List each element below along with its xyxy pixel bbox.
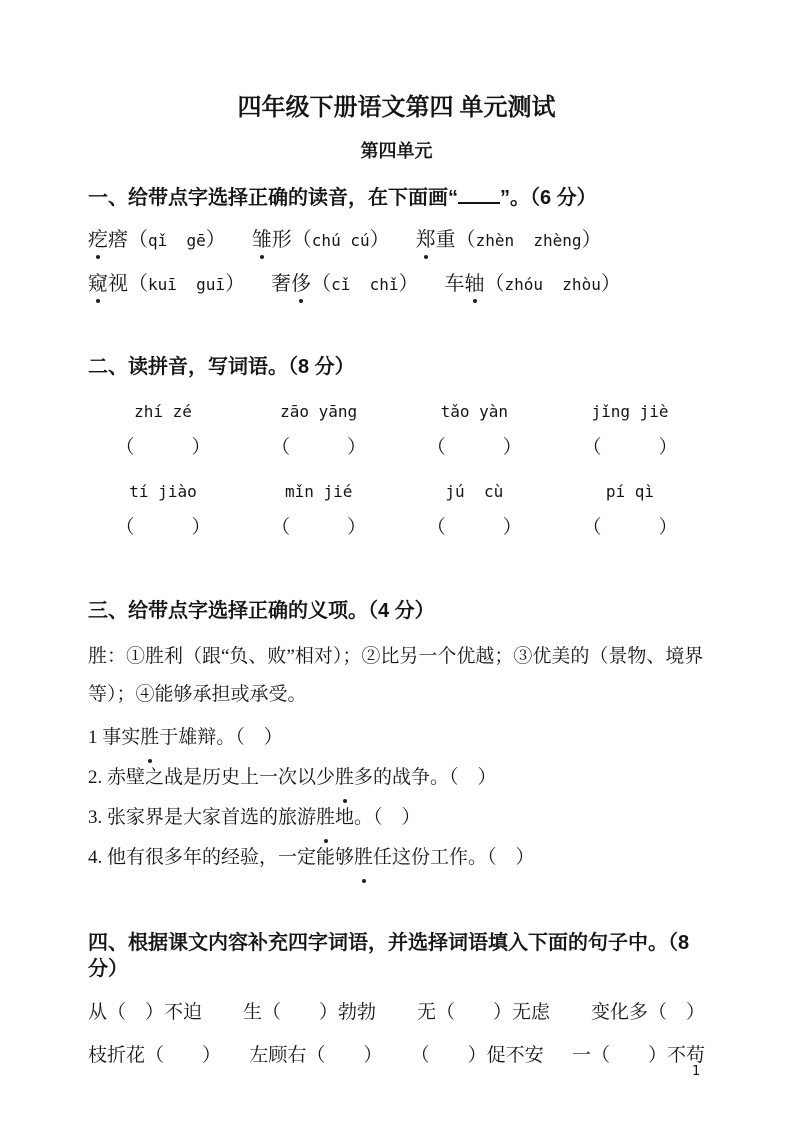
word-pronunciation-item	[416, 226, 602, 255]
meaning-choice-item	[88, 758, 705, 798]
answer-bracket: （ ）	[115, 437, 211, 458]
pinyin-options: kuī guī	[148, 275, 226, 294]
pinyin-word: tí jiào	[129, 482, 197, 501]
item-text-pre: 1 事实	[88, 727, 141, 748]
pinyin-options: chú cú	[311, 231, 370, 250]
item-text-pre: 3. 张家界是大家首选的旅游	[88, 807, 317, 828]
dotted-char: 郑	[416, 226, 436, 254]
item-text-post: 于雄辩。（ ）	[159, 727, 283, 748]
paren-open-icon: （	[128, 229, 148, 251]
idiom-fill-item: 生（ ）勃勃	[242, 1002, 376, 1023]
pinyin-word: mǐn jié	[284, 482, 353, 501]
item-text-post: 多的战争。（ ）	[354, 767, 497, 788]
char: 视	[108, 273, 128, 295]
pinyin-row	[88, 482, 705, 503]
dotted-char: 雏	[252, 226, 272, 254]
section-1	[88, 183, 705, 299]
pinyin-cell	[555, 482, 705, 503]
document-title: 四年级下册语文第四 单元测试	[237, 95, 556, 121]
word-pronunciation-item	[88, 226, 226, 255]
answer-blank-line	[458, 183, 500, 204]
answer-bracket: （ ）	[115, 517, 211, 538]
dotted-char: 轴	[465, 270, 485, 298]
idiom-fill-item: 无（ ）无虑	[416, 1002, 550, 1023]
answer-bracket: （ ）	[271, 517, 367, 538]
section-4	[88, 930, 705, 1068]
pronunciation-row	[88, 270, 705, 299]
pinyin-word: zhí zé	[134, 402, 192, 421]
dotted-char: 胜	[354, 838, 373, 878]
section-1-heading-pre: 一、给带点字选择正确的读音，在下面画“	[88, 187, 458, 209]
pinyin-word: jú cù	[445, 482, 504, 501]
document-subtitle: 第四单元	[360, 141, 433, 161]
answer-bracket: （ ）	[582, 437, 678, 458]
item-text-post: 地。（ ）	[335, 807, 421, 828]
pinyin-word: pí qì	[605, 482, 655, 501]
paren-close-icon: ）	[369, 229, 390, 251]
dotted-char: 窥	[88, 270, 108, 298]
pinyin-cell	[244, 482, 394, 503]
paren-close-icon: ）	[600, 273, 621, 295]
pronunciation-row	[88, 226, 705, 255]
section-1-heading	[88, 183, 705, 211]
paren-close-icon: ）	[398, 273, 419, 295]
paren-open-icon: （	[128, 273, 148, 295]
paren-open-icon: （	[291, 229, 312, 251]
paren-close-icon: ）	[205, 229, 226, 251]
pinyin-options: cǐ chǐ	[331, 275, 399, 294]
word-pronunciation-item	[88, 270, 245, 299]
meaning-choice-item	[88, 798, 705, 838]
pinyin-row	[88, 402, 705, 423]
definition-intro: 胜：①胜利（跟“负、败”相对）；②比另一个优越；③优美的（景物、境界等）；④能够承担或承受。	[88, 646, 704, 705]
pinyin-word: jǐng jiè	[591, 402, 669, 421]
word-pronunciation-item	[252, 226, 390, 255]
answer-bracket: （ ）	[426, 437, 522, 458]
idiom-row	[88, 1044, 705, 1068]
idiom-fill-item: 从（ ）不迫	[88, 1002, 203, 1023]
word-hanzi	[416, 229, 456, 251]
answer-bracket-row	[88, 436, 705, 460]
char: 重	[435, 229, 456, 251]
word-pronunciation-item	[445, 270, 621, 299]
paren-close-icon: ）	[225, 273, 246, 295]
pinyin-cell	[88, 402, 238, 423]
idiom-fill-item: 变化多（ ）	[590, 1002, 705, 1023]
paren-open-icon: （	[484, 273, 505, 295]
section-4-rows	[88, 1001, 705, 1068]
meaning-choice-item	[88, 838, 705, 878]
idiom-row	[88, 1001, 705, 1025]
answer-bracket: （ ）	[271, 437, 367, 458]
answer-bracket: （ ）	[426, 517, 522, 538]
answer-bracket: （ ）	[582, 517, 678, 538]
pinyin-word: zāo yāng	[280, 402, 358, 421]
dotted-char: 疙	[88, 226, 108, 254]
section-2-heading: 二、读拼音，写词语。（8 分）	[88, 356, 355, 378]
idiom-fill-item: 一（ ）不苟	[571, 1045, 705, 1066]
word-hanzi	[88, 229, 128, 251]
word-hanzi	[88, 273, 128, 295]
dotted-char: 胜	[316, 798, 335, 838]
section-3-heading: 三、给带点字选择正确的义项。（4 分）	[88, 600, 435, 622]
item-text-pre: 2. 赤壁之战是历史上一次以少	[88, 767, 336, 788]
dotted-char: 胜	[140, 718, 159, 758]
pinyin-options: qǐ gē	[148, 231, 206, 250]
char: 形	[271, 229, 292, 251]
pinyin-options: zhóu zhòu	[504, 275, 601, 294]
pinyin-options: zhèn zhèng	[475, 231, 582, 250]
pinyin-cell	[399, 482, 549, 503]
word-hanzi	[445, 273, 485, 295]
answer-bracket-row	[88, 516, 705, 540]
section-4-heading: 四、根据课文内容补充四字词语，并选择词语填入下面的句子中。（8 分）	[88, 932, 690, 980]
section-3	[88, 598, 705, 878]
word-pronunciation-item	[271, 270, 418, 299]
paren-close-icon: ）	[581, 229, 602, 251]
word-hanzi	[271, 273, 311, 295]
pinyin-cell	[244, 402, 394, 423]
char: 奢	[271, 273, 292, 295]
document-content	[88, 183, 705, 1068]
word-hanzi	[252, 229, 292, 251]
section-2	[88, 354, 705, 540]
paren-open-icon: （	[455, 229, 476, 251]
pinyin-word: tǎo yàn	[440, 402, 509, 421]
section-3-items	[88, 718, 705, 878]
dotted-char: 胜	[335, 758, 354, 798]
meaning-choice-item	[88, 718, 705, 758]
page-number: 1	[692, 1064, 701, 1079]
pinyin-write-grid	[88, 402, 705, 540]
dotted-char: 侈	[291, 270, 311, 298]
pinyin-cell	[88, 482, 238, 503]
idiom-fill-item: （ ）促不安	[410, 1045, 544, 1066]
pinyin-cell	[555, 402, 705, 423]
section-1-heading-post: ”。（6 分）	[500, 187, 597, 209]
char: 车	[444, 273, 465, 295]
char: 瘩	[108, 229, 128, 251]
paren-open-icon: （	[311, 273, 332, 295]
item-text-pre: 4. 他有很多年的经验，一定能够	[88, 847, 355, 868]
item-text-post: 任这份工作。（ ）	[373, 847, 535, 868]
idiom-fill-item: 枝折花（ ）	[88, 1045, 222, 1066]
pinyin-cell	[399, 402, 549, 423]
idiom-fill-item: 左顾右（ ）	[249, 1045, 383, 1066]
section-1-words	[88, 226, 705, 299]
